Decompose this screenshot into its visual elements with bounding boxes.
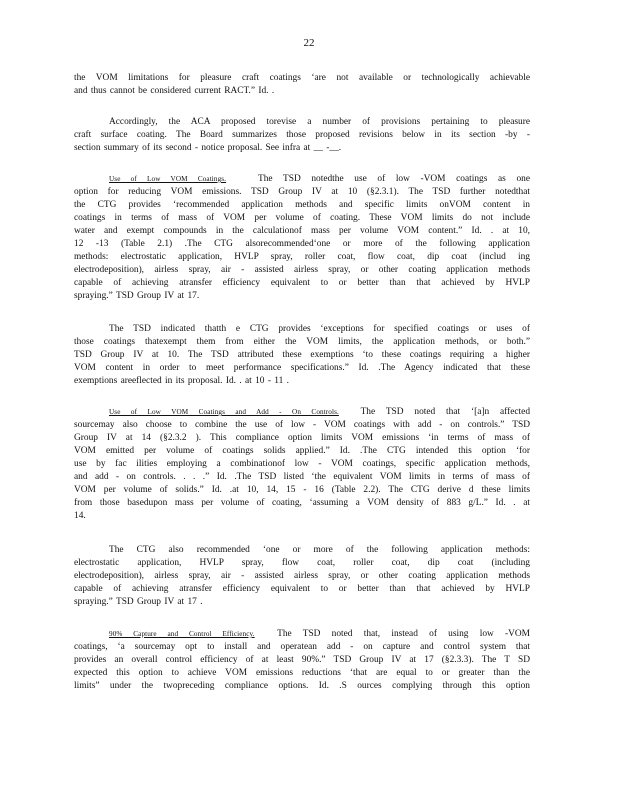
text-line: Accordingly, the ACA proposed torevise a number of provisions pertaining to pleasure	[109, 117, 530, 127]
text-line: The TSD indicated thatth e CTG provides ‘exceptions for specified coatings or uses of	[109, 324, 530, 334]
text-line-continuation: The TSD noted that ‘[a]n affected	[360, 407, 530, 417]
text-line: expected this option to achieve VOM emissions reductions ‘that are equal to or greater than the	[74, 668, 530, 678]
text-line: capable of achieving atransfer efficiency equivalent to or better than that achieved by HVLP	[74, 278, 530, 288]
text-line-continuation: The TSD noted that, instead of using low -VOM	[277, 629, 530, 639]
text-line: craft surface coating. The Board summarizes those proposed revisions below in its section -by -	[74, 130, 530, 140]
text-line	[74, 173, 530, 186]
paragraph-7	[74, 628, 530, 693]
paragraph-2	[74, 116, 530, 155]
page-number: 22	[303, 37, 315, 49]
text-line: capable of achieving atransfer efficiency equivalent to or better than that achieved by HVLP	[74, 584, 530, 594]
text-line: use by fac ilities employing a combinationof low - VOM coatings, specific application methods,	[74, 459, 530, 469]
text-line: VOM emitted per volume of coatings solids applied.” Id. .The CTG intended this option ‘for	[74, 446, 530, 456]
section-heading: Use of Low VOM Coatings.	[109, 175, 227, 183]
text-line: and add - on controls. . . .” Id. .The TSD listed ‘the equivalent VOM limits in terms of mass of	[74, 472, 530, 482]
paragraph-6	[74, 544, 530, 609]
text-line-continuation: The TSD notedthe use of low -VOM coatings as one	[257, 174, 530, 184]
text-line: coatings in terms of mass of VOM per volume of coating. These VOM limits do not include	[74, 213, 530, 223]
text-line: VOM per volume of solids.” Id. .at 10, 14, 15 - 16 (Table 2.2). The CTG derive d these limits	[74, 485, 530, 495]
text-line: electrodeposition), airless spray, air - assisted airless spray, or other coating application methods	[74, 265, 530, 275]
text-line: The CTG also recommended ‘one or more of the following application methods:	[109, 545, 530, 555]
text-line	[74, 628, 530, 641]
text-line: spraying.” TSD Group IV at 17.	[74, 291, 200, 301]
paragraph-4	[74, 323, 530, 388]
text-line: 14.	[74, 511, 86, 521]
text-line: the CTG provides ‘recommended application methods and specific limits onVOM content in	[74, 200, 530, 210]
text-line: option for reducing VOM emissions. TSD Group IV at 10 (§2.3.1). The TSD further notedthat	[74, 187, 530, 197]
paragraph-5	[74, 406, 530, 523]
text-line: Group IV at 14 (§2.3.2 ). This compliance option limits VOM emissions ‘in terms of mass of	[74, 433, 530, 443]
text-line: TSD Group IV at 10. The TSD attributed these exemptions ‘to these coatings requiring a higher	[74, 350, 530, 360]
text-line: provides an overall control efficiency of at least 90%.” TSD Group IV at 17 (§2.3.3). The T SD	[74, 655, 530, 665]
text-line	[74, 406, 530, 419]
section-heading: Use of Low VOM Coatings and Add - On Controls.	[109, 408, 339, 416]
paragraph-1	[74, 72, 530, 98]
text-line: electrostatic application, HVLP spray, flow coat, roller coat, dip coat (including	[74, 558, 530, 568]
text-line: limits” under the twopreceding compliance options. Id. .S ources complying through this option	[74, 681, 530, 691]
text-line: exemptions areeflected in its proposal. Id. . at 10 - 11 .	[74, 376, 290, 386]
text-line: methods: electrostatic application, HVLP spray, roller coat, flow coat, dip coat (includ ing	[74, 252, 530, 262]
text-line: water and exempt compounds in the calculationof mass per volume VOM content.” Id. . at 10,	[74, 226, 530, 236]
text-line: those coatings thatexempt them from either the VOM limits, the application methods, or both.”	[74, 337, 530, 347]
text-line: section summary of its second - notice proposal. See infra at __ -__.	[74, 143, 342, 153]
text-line: coatings, ‘a sourcemay opt to install and operatean add - on capture and control system that	[74, 642, 530, 652]
text-line: electrodeposition), airless spray, air - assisted airless spray, or other coating application methods	[74, 571, 530, 581]
section-heading: 90% Capture and Control Efficiency.	[109, 630, 255, 638]
text-line: and thus cannot be considered current RACT.” Id. .	[74, 86, 275, 96]
text-line: sourcemay also choose to combine the use of low - VOM coatings with add - on controls.” TSD	[74, 420, 530, 430]
paragraph-3	[74, 173, 530, 303]
text-line: VOM content in order to meet performance specifications.” Id. .The Agency indicated that these	[74, 363, 530, 373]
text-line: spraying.” TSD Group IV at 17 .	[74, 597, 203, 607]
text-line: the VOM limitations for pleasure craft coatings ‘are not available or technologically achievable	[74, 73, 530, 83]
text-line: 12 -13 (Table 2.1) .The CTG alsorecommended‘one or more of the following application	[74, 239, 530, 249]
text-line: from those basedupon mass per volume of coating, ‘assuming a VOM density of 883 g/L.” Id. . at	[74, 498, 530, 508]
